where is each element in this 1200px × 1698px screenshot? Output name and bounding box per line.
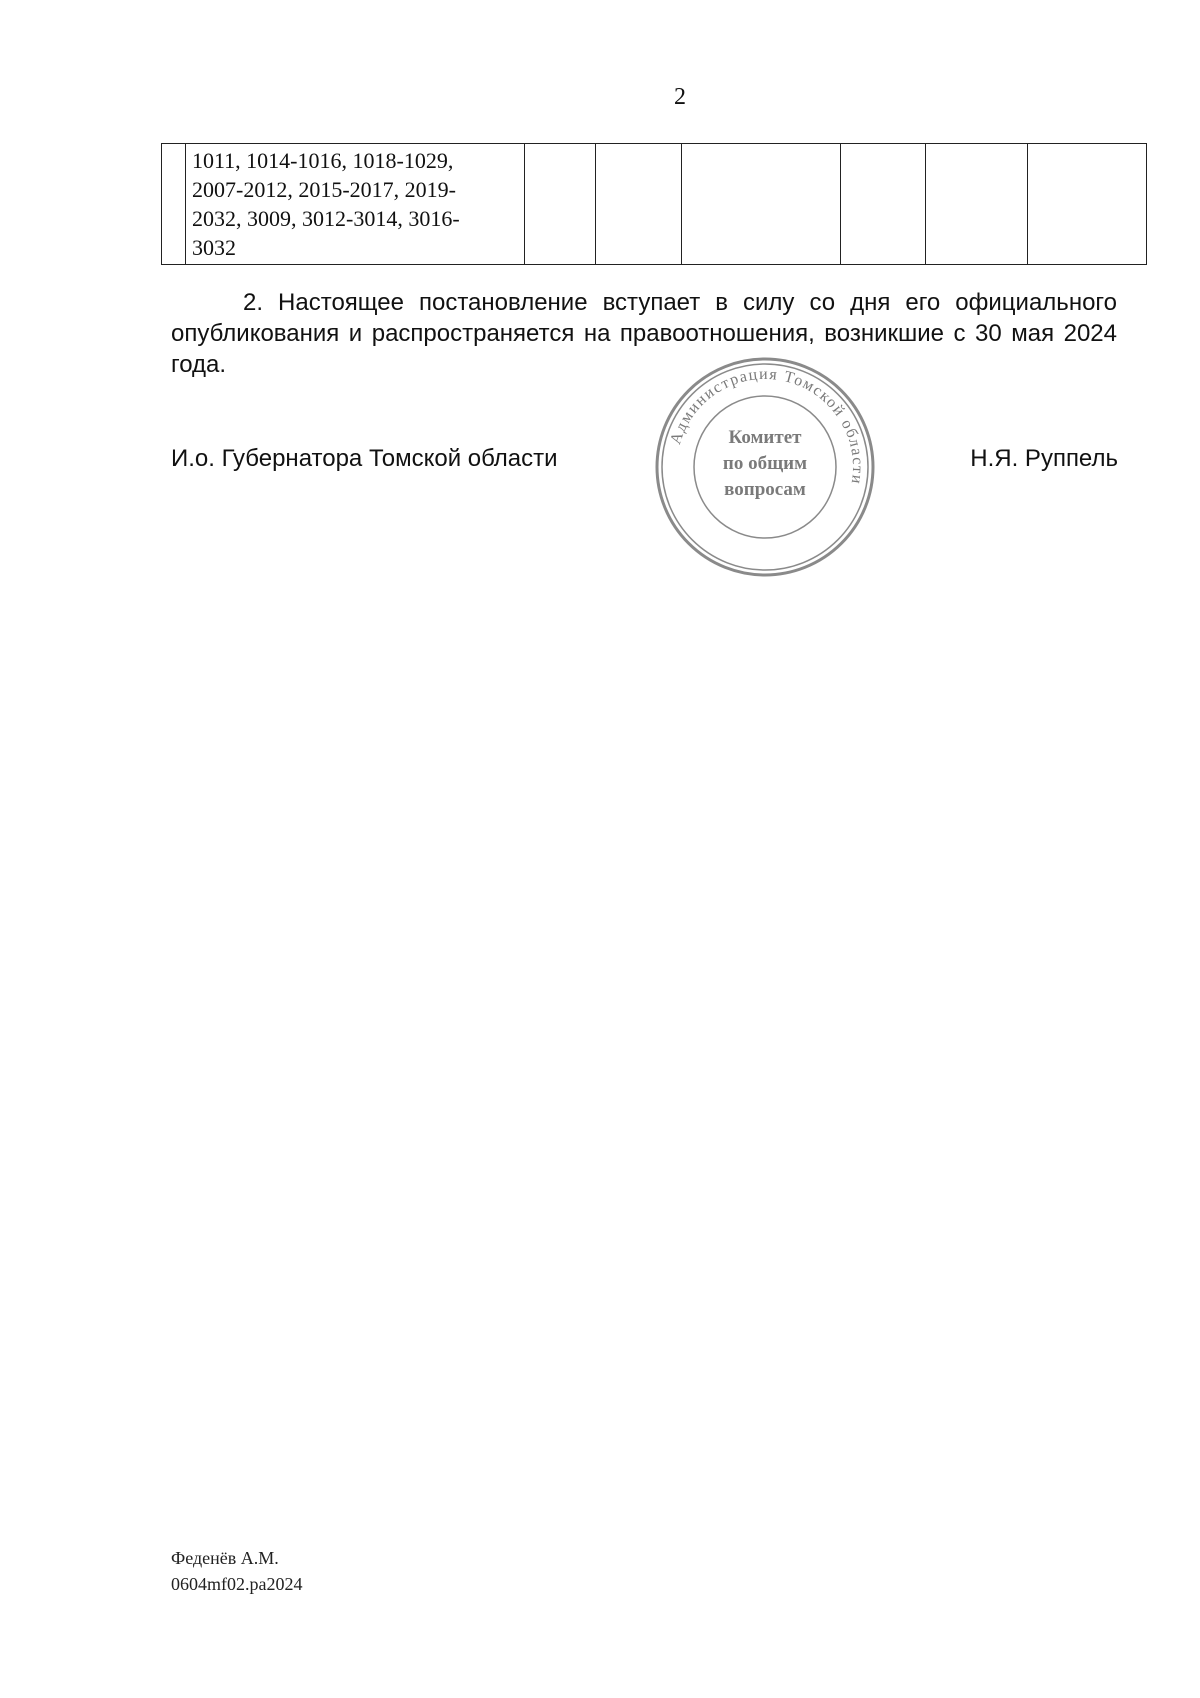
paragraph-2: 2. Настоящее постановление вступает в силу со дня его официального опубликования и распространяется на правоотношения, возникшие с 30 мая 2024 года. xyxy=(171,289,1117,378)
stamp-ring-text: Администрация Томской области xyxy=(667,365,867,487)
table-cell-empty xyxy=(682,144,841,265)
table-cell-empty xyxy=(162,144,186,265)
official-seal-stamp xyxy=(650,352,880,582)
executor-name: Феденёв А.М. xyxy=(171,1548,279,1568)
stamp-center-line3: вопросам xyxy=(724,479,806,500)
table-row xyxy=(162,144,1147,265)
table-cell-empty xyxy=(525,144,596,265)
stamp-center-line2: по общим xyxy=(722,453,808,474)
table-cell-empty xyxy=(596,144,682,265)
continuation-table xyxy=(161,143,1147,265)
table-cell-codes xyxy=(186,144,525,265)
stamp-center-line1: Комитет xyxy=(728,427,802,448)
codes-text: 1011, 1014-1016, 1018-1029, 2007-2012, 2015-2017, 2019- 2032, 3009, 3012-3014, 3016- 3032 xyxy=(192,148,460,260)
table-cell-empty xyxy=(841,144,926,265)
page-number: 2 xyxy=(674,84,686,110)
signatory-title: И.о. Губернатора Томской области xyxy=(171,445,558,472)
document-code: 0604mf02.pa2024 xyxy=(171,1574,303,1594)
table-cell-empty xyxy=(926,144,1028,265)
table-cell-empty xyxy=(1028,144,1147,265)
signatory-name: Н.Я. Руппель xyxy=(970,445,1118,472)
footer xyxy=(171,1545,302,1597)
